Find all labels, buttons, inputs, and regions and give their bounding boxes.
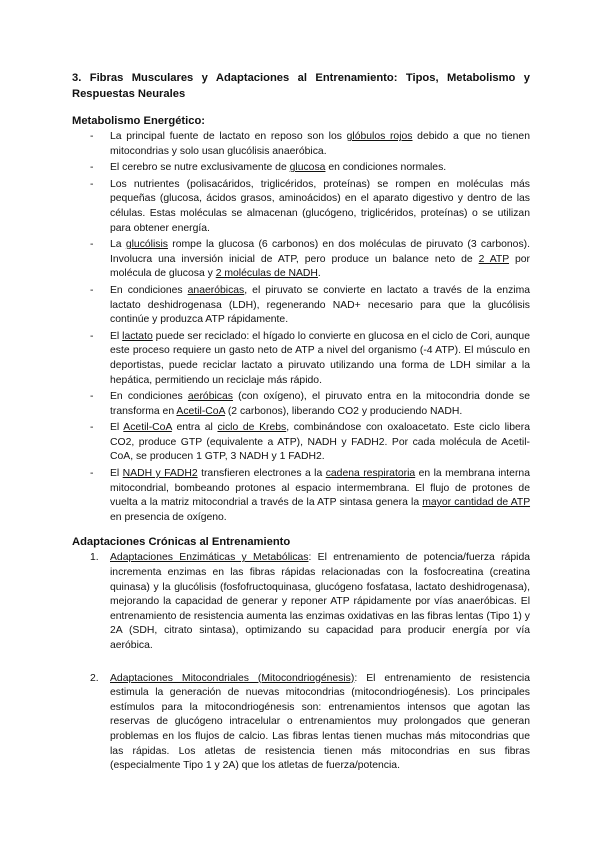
item-number: 1. (90, 552, 99, 564)
section-heading-metabolismo: Metabolismo Energético: (72, 115, 206, 127)
dash-bullet: - (90, 422, 94, 434)
underlined-term: mayor cantidad de ATP (422, 497, 531, 509)
list-item: - En condiciones anaeróbicas, el piruvato se convierte en lactato a través de la enzima lactato deshidrogenasa (LDH), regenerando NAD+ necesario para que la glucólisis continúe y produzca ATP rápidamente. (90, 284, 531, 326)
metabolismo-list (72, 130, 530, 525)
list-item: - El cerebro se nutre exclusivamente de glucosa en condiciones normales. (72, 161, 530, 176)
underlined-term: Acetil-CoA (176, 405, 225, 417)
dash-bullet: - (90, 330, 94, 342)
list-item: - En condiciones aeróbicas (con oxígeno), el piruvato entra en la mitocondria donde se transforma en Acetil-CoA (2 carbonos), liberando CO2 y produciendo NADH. (90, 391, 531, 417)
dash-bullet: - (90, 239, 94, 251)
underlined-term: 2 moléculas de NADH (215, 268, 318, 280)
section-heading-adaptaciones: Adaptaciones Crónicas al Entrenamiento (72, 536, 291, 549)
underlined-term: ciclo de Krebs (217, 422, 287, 434)
list-item: - El Acetil-CoA entra al ciclo de Krebs, combinándose con oxaloacetato. Este ciclo libera CO2, produce GTP (equivalente a ATP), NADH y FADH2. Por cada molécula de Acetil-CoA, se producen 1 GTP, 3 NADH y 1 FADH2. (90, 422, 530, 463)
underlined-term: cadena respiratoria (325, 468, 416, 480)
list-item: - El NADH y FADH2 transfieren electrones a la cadena respiratoria en la membrana interna mitocondrial, bombeando protones al espacio intermembrana. El flujo de protones de vuelta a la matriz mitocondrial a través de la ATP sintasa genera la mayor cantidad de ATP en presencia de oxígeno. (90, 468, 531, 523)
list-item: - Los nutrientes (polisacáridos, triglicéridos, proteínas) se rompen en moléculas más pequeñas (glucosa, ácidos grasos, aminoácidos) en el aparato digestivo y dentro de las células. Estas moléculas se almacenan (glucógeno, triglicéridos, proteínas) o se utilizan para obtener energía. (90, 178, 530, 234)
dash-bullet: - (90, 178, 94, 190)
underlined-term: aeróbicas (187, 391, 233, 403)
underlined-term: glucólisis (125, 239, 168, 251)
numbered-item: 2. Adaptaciones Mitocondriales (Mitocondriogénesis): El entrenamiento de resistencia estimula la generación de nuevas mitocondrias (mitocondriogénesis). Los principales estímulos para la mitocondriogénesis son: entrenamientos intensos que agotan las reservas de glucógeno intracelular o entrenamientos muy prolongados que generan problemas en los flujos de calcio. Las fibras lentas tienen muchas más mitocondrias que las rápidas. Los atletas de resistencia tienen más mitocondrias en sus fibras (especialmente Tipo 1 y 2A) que los atletas de fuerza/potencia. (90, 672, 530, 772)
underlined-term: Adaptaciones Enzimáticas y Metabólicas (110, 552, 309, 564)
underlined-term: lactato (122, 330, 153, 342)
dash-bullet: - (90, 162, 94, 174)
list-item: - El lactato puede ser reciclado: el hígado lo convierte en glucosa en el ciclo de Cori, aunque este proceso requiere un gasto neto de ATP a nivel del organismo (-4 ATP). El músculo en deportistas, puede reciclar lactato a piruvato utilizando una forma de LDH similar a la hepática, permitiendo un reciclaje más rápido. (90, 330, 530, 386)
dash-bullet: - (90, 131, 94, 142)
adaptaciones-list (72, 551, 530, 773)
document-content (72, 70, 530, 792)
underlined-term: Adaptaciones Mitocondriales (Mitocondriogénesis) (110, 672, 355, 684)
underlined-term: NADH y FADH2 (122, 468, 198, 480)
dash-bullet: - (90, 468, 94, 480)
underlined-term: 2 ATP (478, 253, 510, 265)
underlined-term: Acetil-CoA (123, 422, 172, 434)
document-title: 3. Fibras Musculares y Adaptaciones al Entrenamiento: Tipos, Metabolismo y Respuestas Neurales (72, 72, 530, 100)
underlined-term: anaeróbicas (187, 284, 245, 296)
underlined-term: glóbulos rojos (346, 131, 413, 142)
underlined-term: glucosa (289, 162, 326, 174)
list-item: - La principal fuente de lactato en reposo son los glóbulos rojos debido a que no tienen mitocondrias y solo usan glucólisis anaeróbica. (90, 131, 530, 157)
numbered-item: 1. Adaptaciones Enzimáticas y Metabólicas: El entrenamiento de potencia/fuerza rápida incrementa enzimas en las fibras rápidas relacionadas con la fosfocreatina (creatina quinasa) y la glucólisis (fosfofructoquinasa, glucógeno fosfatasa, lactato deshidrogenasa), mejorando la capacidad de generar y reponer ATP rápidamente por vías anaeróbicas. El entrenamiento de resistencia aumenta las enzimas oxidativas en las fibras lentas (Tipo 1) y 2A (SDH, citrato sintasa), optimizando su capacidad para producir energía por vía aeróbica. (90, 552, 531, 651)
list-item: - La glucólisis rompe la glucosa (6 carbonos) en dos moléculas de piruvato (3 carbonos). Involucra una inversión inicial de ATP, pero produce un balance neto de 2 ATP por molécula de glucosa y 2 moléculas de NADH. (90, 239, 531, 280)
dash-bullet: - (90, 391, 94, 403)
dash-bullet: - (90, 284, 94, 296)
item-number: 2. (90, 672, 99, 684)
